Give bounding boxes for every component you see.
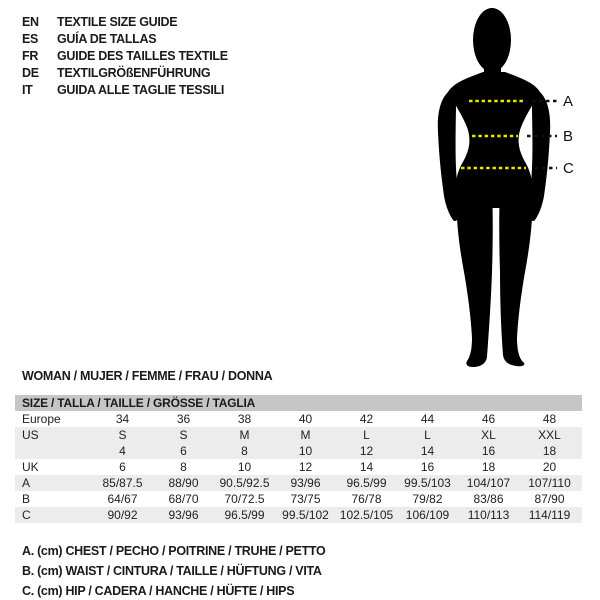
- language-code: EN: [22, 14, 39, 29]
- size-table: [15, 395, 582, 523]
- table-cell: 79/82: [412, 492, 443, 506]
- table-row-europe: [15, 411, 582, 427]
- marker-label-c: C: [563, 160, 574, 177]
- legend-line-chest: A. (cm) CHEST / PECHO / POITRINE / TRUHE / PETTO: [22, 544, 326, 558]
- table-cell: 102.5/105: [339, 508, 394, 522]
- table-cell: 16: [420, 460, 435, 474]
- language-code: DE: [22, 65, 39, 80]
- table-cell: 93/96: [290, 476, 321, 490]
- woman-silhouette-figure: [400, 0, 600, 380]
- table-row-us-numeric: [15, 443, 582, 459]
- table-cell: 18: [481, 460, 496, 474]
- table-cell: 46: [481, 412, 496, 426]
- table-cell: 12: [359, 444, 374, 458]
- table-cell: 20: [542, 460, 557, 474]
- language-code: IT: [22, 82, 33, 97]
- language-code: FR: [22, 48, 39, 63]
- table-cell: L: [424, 428, 431, 442]
- language-row: [22, 81, 228, 98]
- table-cell: 73/75: [290, 492, 321, 506]
- language-title: GUIDE DES TAILLES TEXTILE: [57, 48, 228, 63]
- table-cell: 110/113: [467, 508, 510, 522]
- table-cell: 85/87.5: [102, 476, 143, 490]
- size-table-header: SIZE / TALLA / TAILLE / GRÖSSE / TAGLIA: [15, 395, 582, 411]
- table-cell: 8: [180, 460, 187, 474]
- language-title: TEXTILGRÖßENFÜHRUNG: [57, 65, 211, 80]
- table-cell: 48: [542, 412, 557, 426]
- table-cell: 76/78: [351, 492, 382, 506]
- table-cell: 6: [180, 444, 187, 458]
- table-cell: 40: [298, 412, 313, 426]
- table-cell: 4: [119, 444, 126, 458]
- table-cell: 106/109: [405, 508, 450, 522]
- table-cell: 99.5/103: [404, 476, 451, 490]
- row-label: C: [22, 508, 31, 522]
- table-cell: 88/90: [168, 476, 199, 490]
- language-title: TEXTILE SIZE GUIDE: [57, 14, 178, 29]
- table-cell: 12: [298, 460, 313, 474]
- language-row: [22, 64, 228, 81]
- table-group-title: WOMAN / MUJER / FEMME / FRAU / DONNA: [22, 369, 273, 383]
- row-label: UK: [22, 460, 39, 474]
- table-cell: 107/110: [528, 476, 571, 490]
- table-cell: 8: [241, 444, 248, 458]
- table-cell: 114/119: [528, 508, 571, 522]
- table-cell: S: [179, 428, 188, 442]
- table-row-uk: [15, 459, 582, 475]
- table-cell: 14: [359, 460, 374, 474]
- table-row-hip-c: [15, 507, 582, 523]
- table-cell: 68/70: [168, 492, 199, 506]
- table-cell: 42: [359, 412, 374, 426]
- table-row-waist-b: [15, 491, 582, 507]
- marker-label-b: B: [563, 128, 574, 145]
- woman-silhouette: [438, 8, 550, 367]
- language-row: [22, 30, 228, 47]
- table-cell: M: [300, 428, 311, 442]
- marker-label-a: A: [563, 93, 574, 110]
- table-cell: 90/92: [107, 508, 138, 522]
- table-cell: 18: [542, 444, 557, 458]
- language-code: ES: [22, 31, 39, 46]
- table-row-us-letter: [15, 427, 582, 443]
- legend-line-hip: C. (cm) HIP / CADERA / HANCHE / HÜFTE / HIPS: [22, 584, 295, 598]
- table-cell: 87/90: [534, 492, 565, 506]
- row-label: B: [22, 492, 31, 506]
- table-cell: 99.5/102: [282, 508, 329, 522]
- table-cell: 10: [237, 460, 252, 474]
- legend-line-waist: B. (cm) WAIST / CINTURA / TAILLE / HÜFTUNG / VITA: [22, 564, 322, 578]
- row-label: A: [22, 476, 31, 490]
- table-cell: 104/107: [466, 476, 511, 490]
- table-cell: 10: [298, 444, 313, 458]
- table-cell: 83/86: [473, 492, 504, 506]
- table-cell: M: [239, 428, 250, 442]
- table-cell: XL: [481, 428, 496, 442]
- table-cell: 93/96: [168, 508, 199, 522]
- table-cell: 96.5/99: [346, 476, 387, 490]
- table-row-chest-a: [15, 475, 582, 491]
- language-title-block: [22, 13, 228, 98]
- table-cell: 90.5/92.5: [219, 476, 270, 490]
- language-title: GUÍA DE TALLAS: [57, 31, 157, 46]
- row-label: Europe: [22, 412, 61, 426]
- table-cell: 16: [481, 444, 496, 458]
- table-cell: XXL: [538, 428, 561, 442]
- table-cell: 34: [115, 412, 130, 426]
- table-cell: 96.5/99: [224, 508, 265, 522]
- language-row: [22, 47, 228, 64]
- table-cell: S: [118, 428, 127, 442]
- language-title: GUIDA ALLE TAGLIE TESSILI: [57, 82, 225, 97]
- table-cell: 64/67: [107, 492, 138, 506]
- row-label: US: [22, 428, 39, 442]
- table-cell: 14: [420, 444, 435, 458]
- language-row: [22, 13, 228, 30]
- row-label: [15, 443, 92, 459]
- table-cell: 38: [237, 412, 252, 426]
- table-cell: 44: [420, 412, 435, 426]
- measurement-legend: [22, 541, 325, 600]
- table-cell: 70/72.5: [224, 492, 265, 506]
- table-cell: L: [363, 428, 370, 442]
- table-cell: 36: [176, 412, 191, 426]
- table-cell: 6: [119, 460, 126, 474]
